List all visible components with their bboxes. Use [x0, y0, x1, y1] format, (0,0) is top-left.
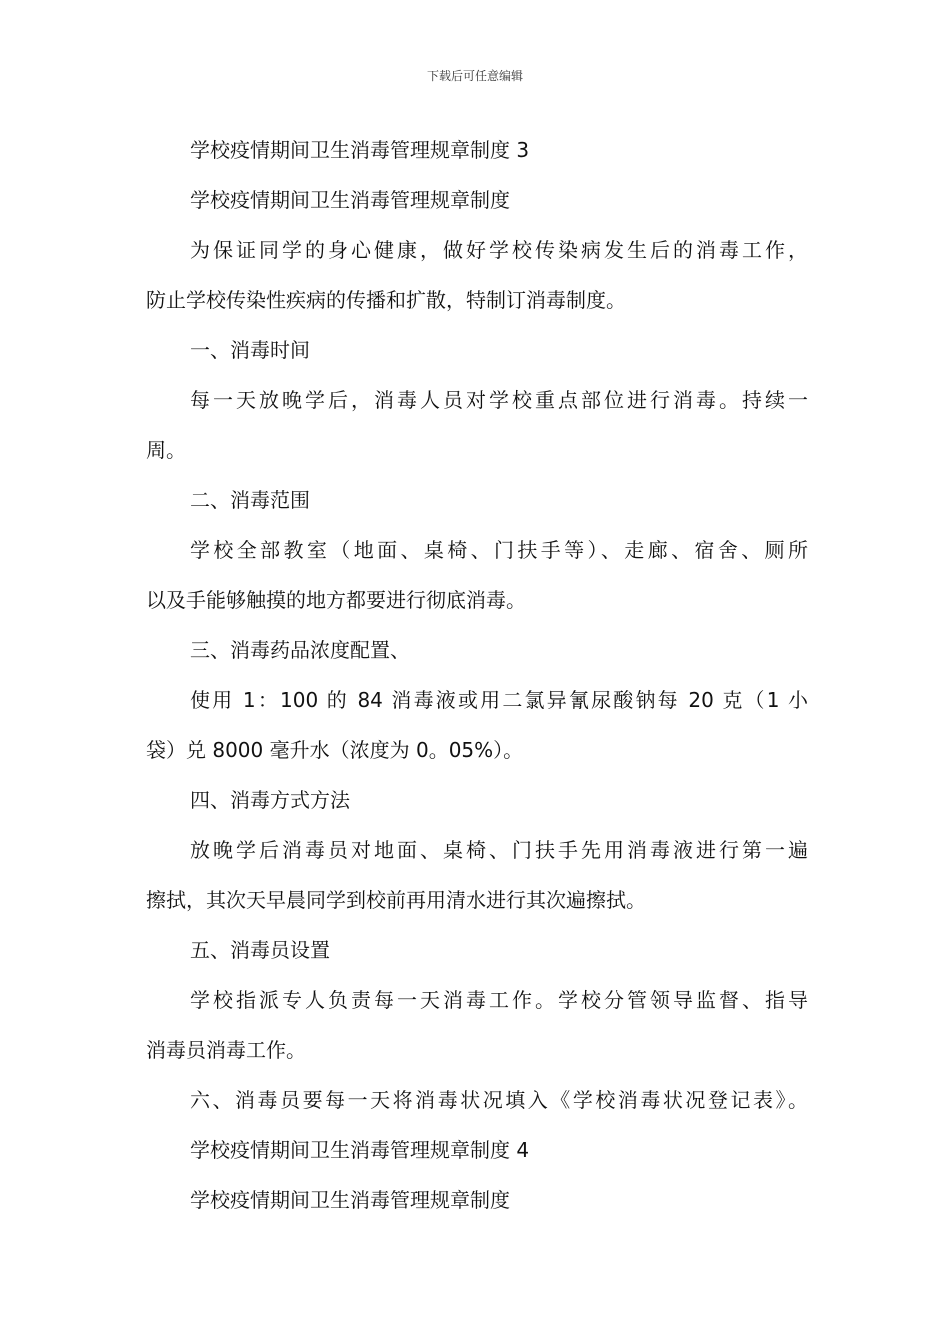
- section-title: 学校疫情期间卫生消毒管理规章制度 4: [190, 1138, 530, 1162]
- heading-disinfection-scope: 二、消毒范围: [190, 488, 310, 512]
- paragraph-line: 学校指派专人负责每一天消毒工作。学校分管领导监督、指导: [190, 988, 808, 1012]
- document-title: 学校疫情期间卫生消毒管理规章制度: [190, 1188, 510, 1212]
- heading-record: 六、消毒员要每一天将消毒状况填入《学校消毒状况登记表》。: [190, 1088, 808, 1112]
- paragraph-line: 学校全部教室（地面、桌椅、门扶手等）、走廊、宿舍、厕所: [190, 538, 808, 562]
- paragraph-line: 为保证同学的身心健康，做好学校传染病发生后的消毒工作，: [190, 238, 808, 262]
- heading-staff: 五、消毒员设置: [190, 938, 330, 962]
- paragraph-line: 周。: [146, 438, 186, 462]
- heading-disinfection-time: 一、消毒时间: [190, 338, 310, 362]
- paragraph-line: 以及手能够触摸的地方都要进行彻底消毒。: [146, 588, 526, 612]
- paragraph-line: 使用 1：100 的 84 消毒液或用二氯异氰尿酸钠每 20 克（1 小: [190, 688, 808, 712]
- paragraph-line: 消毒员消毒工作。: [146, 1038, 306, 1062]
- paragraph-line: 防止学校传染性疾病的传播和扩散，特制订消毒制度。: [146, 288, 626, 312]
- section-title: 学校疫情期间卫生消毒管理规章制度 3: [190, 138, 530, 162]
- page-header: 下载后可任意编辑: [426, 69, 523, 83]
- paragraph-line: 每一天放晚学后，消毒人员对学校重点部位进行消毒。持续一: [190, 388, 808, 412]
- paragraph-line: 袋）兑 8000 毫升水（浓度为 0。05%）。: [146, 738, 524, 762]
- paragraph-line: 擦拭，其次天早晨同学到校前再用清水进行其次遍擦拭。: [146, 888, 646, 912]
- document-title: 学校疫情期间卫生消毒管理规章制度: [190, 188, 510, 212]
- paragraph-line: 放晚学后消毒员对地面、桌椅、门扶手先用消毒液进行第一遍: [190, 838, 808, 862]
- heading-method: 四、消毒方式方法: [190, 788, 350, 812]
- heading-concentration: 三、消毒药品浓度配置、: [190, 638, 410, 662]
